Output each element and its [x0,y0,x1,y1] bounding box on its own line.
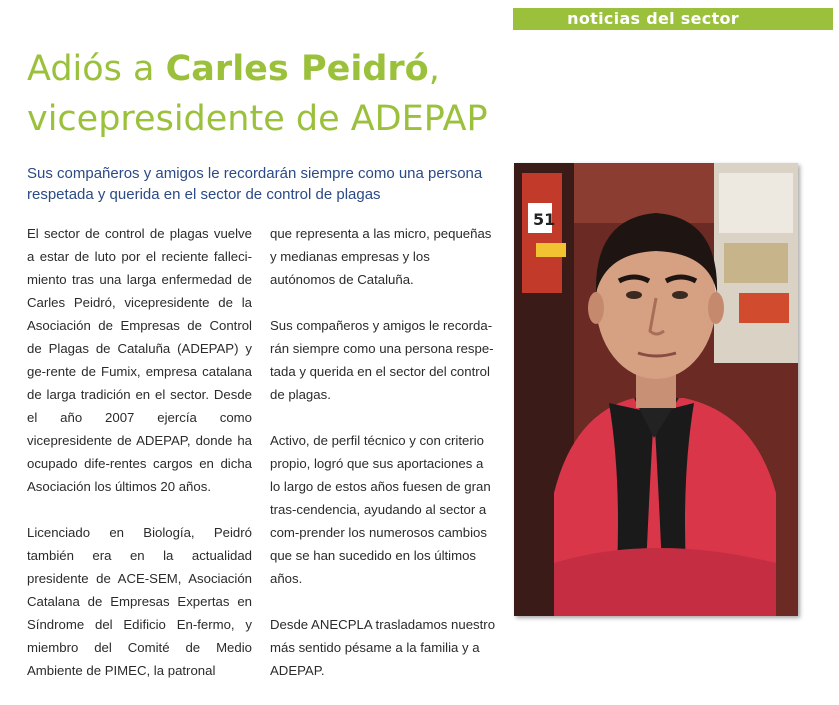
paragraph: que representa a las micro, pequeñas y medianas empresas y los autónomos de Cataluña. [270,226,492,287]
paragraph: Licenciado en Biología, Peidró también era en la actualidad presidente de ACE-SEM, Asociación Catalana de Empresas Expertas en Síndrome del Edificio En-fermo, y miembro del Comité de Medio Ambiente de PIMEC, la patronal [27,525,252,678]
portrait-illustration [514,163,798,616]
headline [27,44,587,144]
headline-comma: , [428,49,440,89]
paragraph: Sus compañeros y amigos le recorda-rán siempre como una persona respe-tada y querida en el sector del control de plagas. [270,318,494,402]
section-tag: noticias del sector [513,8,833,30]
article-column-2 [270,222,496,705]
sign-text: 51 [533,210,556,229]
article-column-1 [27,222,252,705]
paragraph: El sector de control de plagas vuelve a estar de luto por el reciente falleci-miento tras una larga enfermedad de Carles Peidró, vicepresidente de la Asociación de Empresas de Control de Plagas de Cataluña (ADEPAP) y ge-rente de Fumix, empresa catalana de larga tradición en el sector. Desde el año 2007 ejercía como vicepresidente de ADEPAP, donde ha ocupado dife-rentes cargos en dicha Asociación los últimos 20 años. [27,226,252,494]
headline-line2: vicepresidente de ADEPAP [27,99,488,139]
paragraph: Activo, de perfil técnico y con criterio propio, logró que sus aportaciones a lo largo de estos años fuesen de gran tras-cendencia, ayudando al sector a com-prender los numerosos cambios que se han sucedido en los últimos años. [270,433,491,586]
paragraph: Desde ANECPLA trasladamos nuestro más sentido pésame a la familia y a ADEPAP. [270,617,496,678]
headline-name: Carles Peidró [165,49,429,89]
subtitle: Sus compañeros y amigos le recordarán siempre como una persona respetada y querida en el sector de control de plagas [27,165,483,203]
portrait-photo [514,163,798,616]
headline-prefix: Adiós a [27,49,166,89]
